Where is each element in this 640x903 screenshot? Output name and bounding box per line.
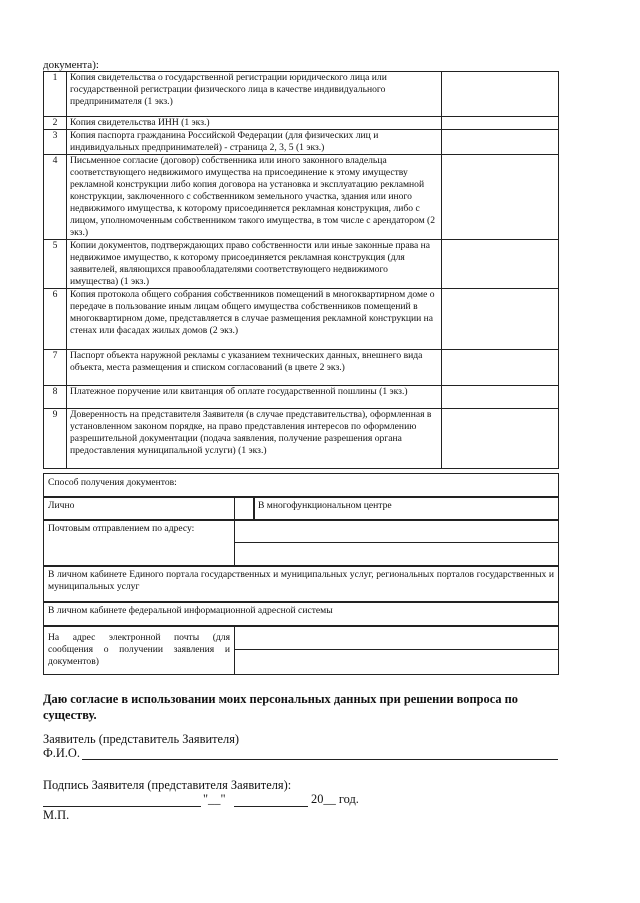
fias-option: В личном кабинете федеральной информационной адресной системы [48, 605, 333, 616]
document-mark-cell[interactable] [442, 240, 559, 289]
document-row [44, 117, 559, 130]
document-row [44, 386, 559, 409]
documents-table [43, 71, 559, 469]
document-row [44, 72, 559, 117]
mail-address-field[interactable] [234, 519, 559, 567]
in-person-mark-cell[interactable] [234, 496, 255, 521]
email-option: На адрес электронной почты (для сообщения о получении заявления и документов) [48, 632, 230, 667]
date-day: "__" [203, 792, 226, 806]
document-description: Копия свидетельства о государственной регистрации юридического лица или государственной регистрации физического лица в качестве индивидуального предпринимателя (1 экз.) [67, 72, 442, 117]
sign-label: Подпись Заявителя (представителя Заявителя): [43, 778, 292, 792]
document-mark-cell[interactable] [442, 130, 559, 155]
epgu-option: В личном кабинете Единого портала государственных и муниципальных услуг, региональных порталов государственных и муниципальных услуг [48, 569, 554, 592]
mail-address-divider [234, 542, 558, 543]
document-number: 7 [44, 350, 67, 386]
document-description: Письменное согласие (договор) собственника или иного законного владельца соответствующего недвижимого имущества на присоединение к этому имуществу рекламной конструкции либо копия договора на установка и эксплуатацию рекламной конструкции, заключенного с собственником земельного участка, здания или иного недвижимого имущества, к которому присоединяется рекламная конструкция, либо с лицом, уполномоченным собственником такого имущества, в том числе с арендатором (2 экз.) [67, 155, 442, 240]
fio-line[interactable] [82, 759, 558, 760]
document-row [44, 155, 559, 240]
document-mark-cell[interactable] [442, 289, 559, 350]
document-mark-cell[interactable] [442, 155, 559, 240]
by-mail-cell[interactable] [43, 519, 235, 567]
epgu-cell[interactable] [43, 565, 559, 603]
document-row [44, 130, 559, 155]
document-number: 9 [44, 409, 67, 469]
date-year: 20__ год. [311, 792, 359, 806]
consent-text: Даю согласие в использовании моих персональных данных при решении вопроса по существу. [43, 692, 518, 722]
document-description: Паспорт объекта наружной рекламы с указанием технических данных, внешнего вида объекта, места размещения и списком согласований (в цвете 2 экз.) [67, 350, 442, 386]
receipt-heading-cell [43, 473, 559, 498]
document-number: 8 [44, 386, 67, 409]
stamp-label: М.П. [43, 808, 70, 822]
email-address-field[interactable] [234, 625, 559, 675]
date-month-line[interactable] [234, 806, 308, 807]
intro-text: документа): [43, 59, 99, 71]
email-cell[interactable] [43, 625, 235, 675]
document-number: 3 [44, 130, 67, 155]
document-number: 4 [44, 155, 67, 240]
document-mark-cell[interactable] [442, 386, 559, 409]
document-mark-cell[interactable] [442, 350, 559, 386]
document-description: Копии документов, подтверждающих право собственности или иные законные права на недвижимое имущество, к которому присоединяется рекламная конструкция (для заявителей, являющихся правообладателями соответствующего недвижимого имущества) (1 экз.) [67, 240, 442, 289]
in-person-cell[interactable] [43, 496, 235, 521]
fio-label: Ф.И.О. [43, 746, 80, 760]
in-person-option: Лично [48, 500, 75, 511]
document-description: Доверенность на представителя Заявителя (в случае представительства), оформленная в установленном законом порядке, на право представления интересов по оформлению разрешительной документации (подача заявления, получение разрешения органа предоставления муниципальной услуги) (1 экз.) [67, 409, 442, 469]
document-mark-cell[interactable] [442, 117, 559, 130]
document-row [44, 289, 559, 350]
by-mail-option: Почтовым отправлением по адресу: [48, 523, 195, 534]
document-number: 1 [44, 72, 67, 117]
document-description: Копия протокола общего собрания собственников помещений в многоквартирном доме о передаче в пользование иным лицам общего имущества собственников помещений в многоквартирном доме, представляется в случае размещения рекламной конструкции на стенах или фасадах жилых домов (2 экз.) [67, 289, 442, 350]
document-mark-cell[interactable] [442, 409, 559, 469]
email-address-divider [234, 649, 558, 650]
applicant-label: Заявитель (представитель Заявителя) [43, 732, 240, 746]
mfc-cell[interactable] [253, 496, 559, 521]
document-description: Копия паспорта гражданина Российской Федерации (для физических лиц и индивидуальных предпринимателей) - страница 2, 3, 5 (1 экз.) [67, 130, 442, 155]
document-row [44, 240, 559, 289]
document-description: Платежное поручение или квитанция об оплате государственной пошлины (1 экз.) [67, 386, 442, 409]
fias-cell[interactable] [43, 601, 559, 627]
mfc-option: В многофункциональном центре [258, 500, 392, 511]
document-row [44, 409, 559, 469]
document-description: Копия свидетельства ИНН (1 экз.) [67, 117, 442, 130]
signature-line[interactable] [43, 806, 201, 807]
document-number: 5 [44, 240, 67, 289]
document-number: 6 [44, 289, 67, 350]
document-number: 2 [44, 117, 67, 130]
document-mark-cell[interactable] [442, 72, 559, 117]
receipt-heading: Способ получения документов: [48, 477, 177, 488]
document-row [44, 350, 559, 386]
